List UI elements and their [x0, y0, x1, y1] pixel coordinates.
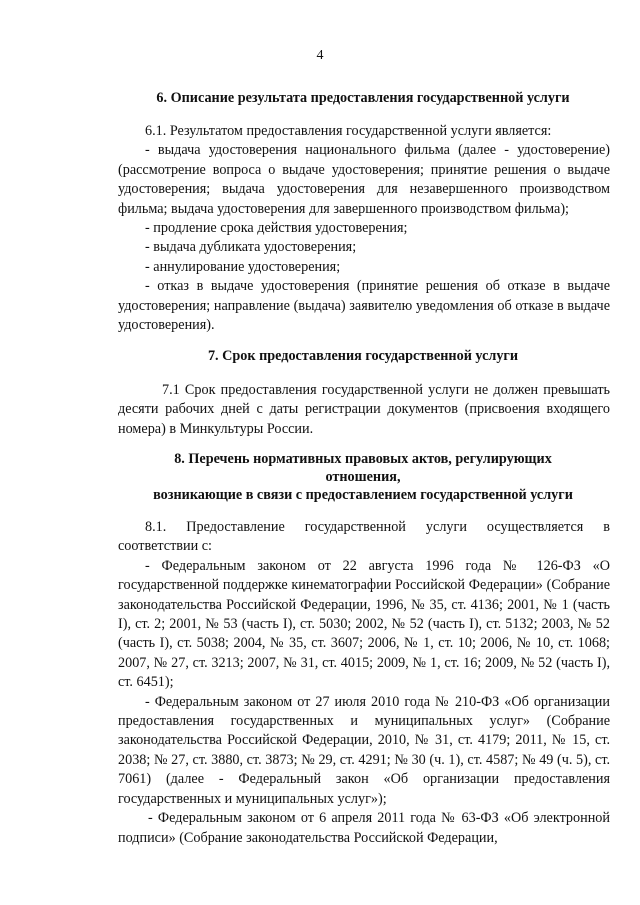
section-7-paragraph: 7.1 Срок предоставления государственной услуги не должен превышать десяти рабочих дней с даты регистрации документов (присвоения входящего номера) в Минкультуры России.: [118, 382, 610, 437]
section-6-list-item: - продление срока действия удостоверения;: [145, 220, 408, 237]
section-8-list-item: - Федеральным законом от 6 апреля 2011 года № 63-ФЗ «Об электронной подписи» (Собрание законодательства Российской Федерации,: [118, 810, 610, 846]
section-6-body: [118, 122, 610, 335]
section-6-list-item: - выдача удостоверения национального фильма (далее - удостоверение) (рассмотрение вопроса о выдаче удостоверения; принятие решения о выдаче удостоверения; выдача удостоверения для незавершенного производством фильма; выдача удостоверения для завершенного производством фильма);: [118, 142, 610, 217]
section-8-paragraph: 8.1. Предоставление государственной услуги осуществляется в соответствии с:: [118, 519, 610, 555]
section-8-list-item: - Федеральным законом от 27 июля 2010 года № 210-ФЗ «Об организации предоставления государственных и муниципальных услуг» (Собрание законодательства Российской Федерации, 2010, № 31, ст. 4179; 2011, № 15, ст. 2038; № 27, ст. 3880, ст. 3873; № 29, ст. 4291; № 30 (ч. 1), ст. 4587; № 49 (ч. 5), ст. 7061) (далее - Федеральный закон «Об организации предоставления государственных и муниципальных услуг»);: [118, 693, 610, 807]
section-6-list-item: - аннулирование удостоверения;: [145, 258, 341, 275]
section-6-heading: 6. Описание результата предоставления государственной услуги: [156, 90, 570, 106]
page-number: 4: [316, 48, 324, 63]
section-8-heading-line: 8. Перечень нормативных правовых актов, регулирующих: [174, 451, 552, 467]
section-7-heading: 7. Срок предоставления государственной услуги: [207, 348, 519, 364]
section-8-heading: [118, 450, 608, 504]
section-8-body: [118, 518, 610, 848]
section-6-list-item: - выдача дубликата удостоверения;: [145, 239, 357, 256]
section-6-paragraph: 6.1. Результатом предоставления государственной услуги является:: [145, 123, 552, 139]
section-8-heading-line: возникающие в связи с предоставлением государственной услуги: [153, 487, 573, 503]
section-7-body: [118, 381, 610, 439]
section-8-list-item: - Федеральным законом от 22 августа 1996 года № 126-ФЗ «О государственной поддержке кинематографии Российской Федерации» (Собрание законодательства Российской Федерации, 1996, № 35, ст. 4136; 2001, № 1 (часть I), ст. 2; 2001, № 53 (часть I), ст. 5030; 2002, № 52 (часть I), ст. 5132; 2003, № 52 (часть I), ст. 5038; 2004, № 35, ст. 3607; 2006, № 1, ст. 10; 2006, № 10, ст. 1068; 2007, № 27, ст. 3213; 2007, № 31, ст. 4015; 2009, № 1, ст. 16; 2009, № 52 (часть I), ст. 6451);: [118, 557, 610, 691]
section-8-heading-line: отношения,: [325, 469, 401, 485]
section-6-list-item: - отказ в выдаче удостоверения (принятие решения об отказе в выдаче удостоверения; направление (выдача) заявителю уведомления об отказе в выдаче удостоверения).: [118, 278, 610, 334]
